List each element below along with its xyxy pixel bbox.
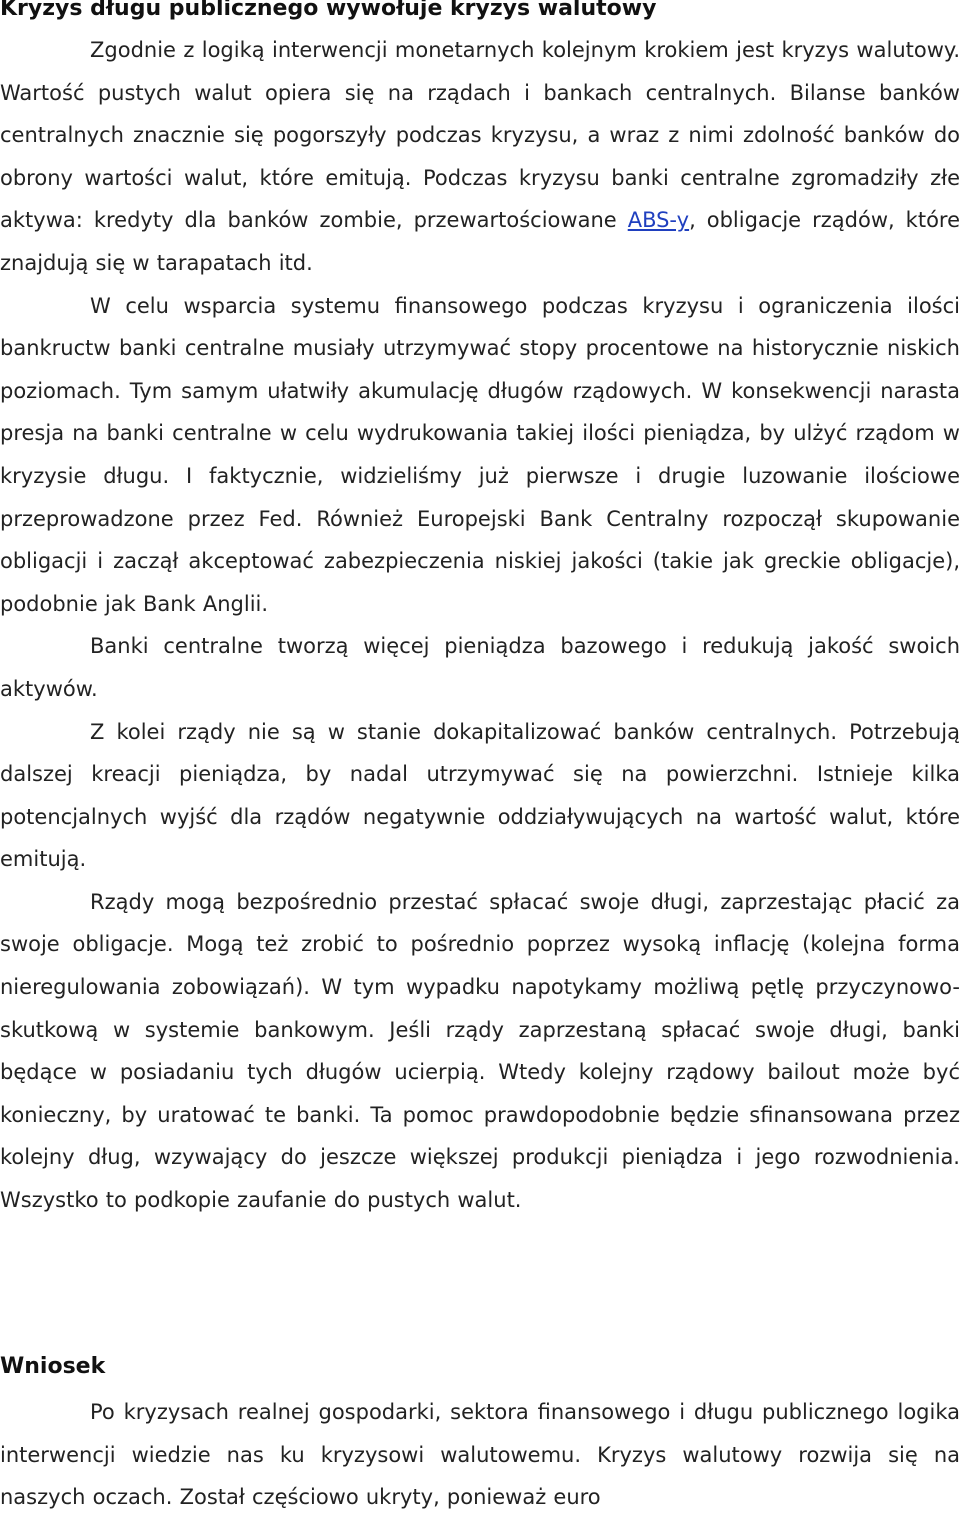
paragraph-3: Banki centralne tworzą więcej pieniądza bazowego i redukują jakość swoich aktywów. [0, 634, 960, 701]
paragraph-4: Z kolei rządy nie są w stanie dokapitalizować banków centralnych. Potrzebują dalszej kreacji pieniądza, by nadal utrzymywać się na powierzchni. Istnieje kilka potencjalnych wyjść dla rządów negatywnie oddziaływujących na wartość walut, które emitują. [0, 719, 960, 872]
section-title: Kryzys długu publicznego wywołuje kryzys walutowy [0, 0, 657, 21]
conclusion-title: Wniosek [0, 1354, 106, 1379]
conclusion-body [0, 1391, 960, 1519]
conclusion-paragraph-1: Po kryzysach realnej gospodarki, sektora finansowego i długu publicznego logika interwencji wiedzie nas ku kryzysowi walutowemu. Kryzys walutowy rozwija się na naszych oczach. Został częściowo ukryty, ponieważ euro [0, 1400, 960, 1510]
article-body [0, 29, 960, 1222]
paragraph-1 [0, 29, 960, 285]
paragraph-1-text-end: , obligacje rządów, które znajdują się w tarapatach itd. [0, 208, 960, 275]
paragraph-1-text-start: Zgodnie z logiką interwencji monetarnych kolejnym krokiem jest kryzys walutowy. Wartość pustych walut opiera się na rządach i bankach centralnych. Bilanse banków centralnych znacznie się pogorszyły podczas kryzysu, a wraz z nimi zdolność banków do obrony wartości walut, które emitują. Podczas kryzysu banki centralne zgromadziły złe aktywa: kredyty dla banków zombie, przewartościowane [0, 38, 960, 233]
paragraph-5: Rządy mogą bezpośrednio przestać spłacać swoje długi, zaprzestając płacić za swoje obligacje. Mogą też zrobić to pośrednio poprzez wysoką inflację (kolejna forma nieregulowania zobowiązań). W tym wypadku napotykamy możliwą pętlę przyczynowo-skutkową w systemie bankowym. Jeśli rządy zaprzestaną spłacać swoje długi, banki będące w posiadaniu tych długów ucierpią. Wtedy kolejny rządowy bailout może być konieczny, by uratować te banki. Ta pomoc prawdopodobnie będzie sfinansowana przez kolejny dług, wzywający do jeszcze większej produkcji pieniądza i jego rozwodnienia. Wszystko to podkopie zaufanie do pustych walut. [0, 889, 960, 1213]
abs-link[interactable]: ABS-y [627, 208, 690, 233]
paragraph-2: W celu wsparcia systemu finansowego podczas kryzysu i ograniczenia ilości bankructw banki centralne musiały utrzymywać stopy procentowe na historycznie niskich poziomach. Tym samym ułatwiły akumulację długów rządowych. W konsekwencji narasta presja na banki centralne w celu wydrukowania takiej ilości pieniądza, by ulżyć rządom w kryzysie długu. I faktycznie, widzieliśmy już pierwsze i drugie luzowanie ilościowe przeprowadzone przez Fed. Również Europejski Bank Centralny rozpoczął skupowanie obligacji i zaczął akceptować zabezpieczenia niskiej jakości (takie jak greckie obligacje), podobnie jak Bank Anglii. [0, 293, 960, 616]
